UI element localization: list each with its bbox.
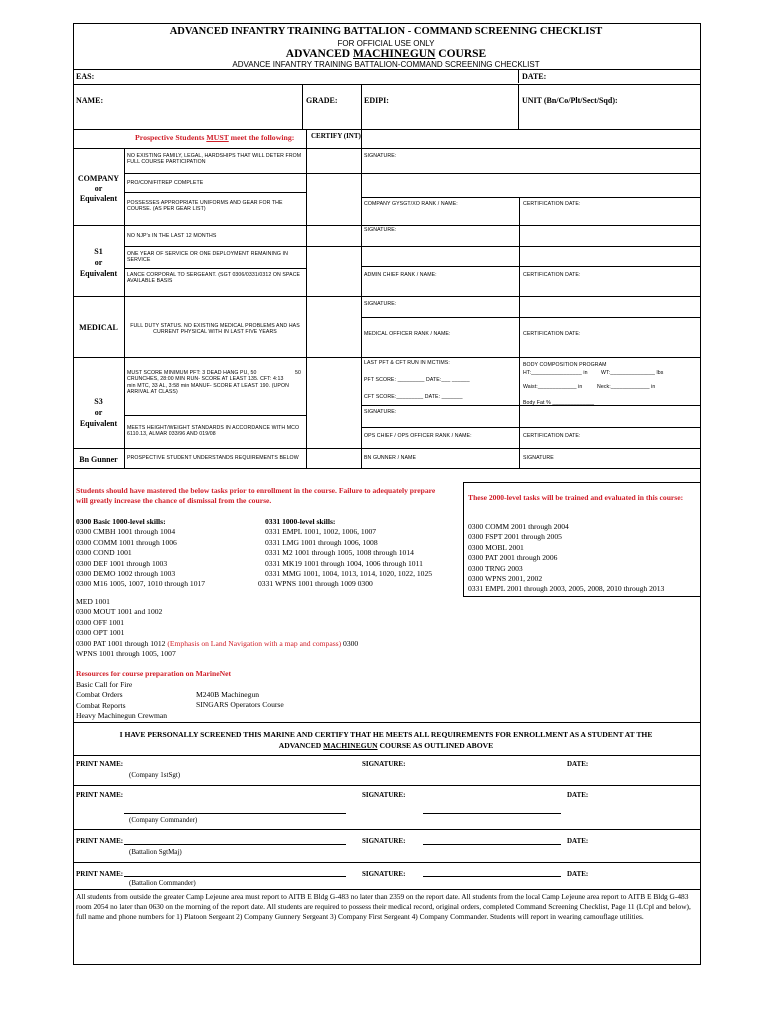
level2000-list: 0300 COMM 2001 through 2004 0300 FSPT 2001 through 2005 0300 MOBL 2001 0300 PAT 2001 through 2006 0300 TRNG 2003 0300 WPNS 2001, 2002 0331 EMPL 2001 through 2003, 2005, 2008, 2010 through 2013 [468, 522, 665, 594]
divider [518, 84, 519, 129]
medical-signature[interactable]: SIGNATURE: [364, 301, 397, 307]
divider [73, 889, 700, 890]
resources-heading: Resources for course preparation on MarineNet [76, 669, 232, 678]
divider [463, 482, 464, 596]
divider [463, 596, 700, 597]
s3-section-label: S3 or Equivalent [79, 397, 118, 428]
divider [73, 357, 700, 358]
signoff-1stsgt-date[interactable]: DATE: [567, 760, 589, 768]
divider [302, 84, 303, 129]
gunner-req: PROSPECTIVE STUDENT UNDERSTANDS REQUIREMENTS BELOW [127, 455, 299, 461]
company-req-procon: PRO/CON/FITREP COMPLETE [127, 180, 204, 186]
name-field[interactable]: NAME: [76, 96, 104, 105]
course-title: ADVANCED MACHINEGUN COURSE [285, 48, 487, 60]
signoff-bnco-role: (Battalion Commander) [129, 879, 196, 887]
divider [306, 129, 307, 468]
signature-line [423, 876, 561, 877]
divider [518, 69, 519, 83]
signoff-co-date[interactable]: DATE: [567, 791, 589, 799]
s3-signature[interactable]: SIGNATURE: [364, 409, 397, 415]
divider [73, 225, 700, 226]
s1-signature[interactable]: SIGNATURE: [364, 227, 397, 233]
divider [124, 173, 700, 174]
divider [73, 755, 700, 756]
divider [73, 862, 700, 863]
divider [361, 266, 700, 267]
divider [361, 197, 700, 198]
height-field[interactable]: HT:_________________ in [523, 370, 588, 376]
signoff-bnco-date[interactable]: DATE: [567, 870, 589, 878]
resources-list-right: M240B Machinegun SINGARS Operators Course [196, 690, 284, 710]
level2000-heading: These 2000-level tasks will be trained and evaluated in this course: [468, 493, 684, 502]
divider [124, 268, 306, 269]
medical-rank-name[interactable]: MEDICAL OFFICER RANK / NAME: [364, 331, 451, 337]
bcp-label: BODY COMPOSITION PROGRAM [523, 362, 607, 368]
divider [73, 84, 700, 85]
signoff-co-role: (Company Commander) [129, 816, 198, 824]
divider [73, 785, 700, 786]
bodyfat-field[interactable]: Body Fat % ______________ [523, 400, 595, 406]
form-subtitle: ADVANCE INFANTRY TRAINING BATTALION-COMMAND SCREENING CHECKLIST [232, 60, 540, 69]
divider [73, 129, 700, 130]
neck-field[interactable]: Neck:_____________ in [597, 384, 656, 390]
signoff-1stsgt-role: (Company 1stSgt) [129, 771, 181, 779]
gunner-section-label: Bn Gunner [79, 455, 118, 464]
signature-line [124, 813, 346, 814]
divider [361, 427, 700, 428]
company-signature[interactable]: SIGNATURE: [364, 153, 397, 159]
mg-skills-list: 0331 1000-level skills: 0331 EMPL 1001, 1002, 1006, 1007 0331 LMG 1001 through 1006, 1008 0331 M2 1001 through 1005, 1008 through 1014 0331 MK19 1001 through 1004, 1006 through 1011 0331 MMG 1001, 1004, 1013, 1014, 1020, 1022, 1025 0331 WPNS 1001 through 1009 0300 [258, 517, 433, 589]
s3-cert-date[interactable]: CERTIFICATION DATE: [523, 433, 581, 439]
s1-cert-date[interactable]: CERTIFICATION DATE: [523, 272, 581, 278]
s1-req-service: ONE YEAR OF SERVICE OR ONE DEPLOYMENT REMAINING IN SERVICE [127, 251, 288, 264]
divider [124, 192, 306, 193]
form-title: ADVANCED INFANTRY TRAINING BATTALION - COMMAND SCREENING CHECKLIST [169, 26, 603, 37]
date-field[interactable]: DATE: [522, 72, 547, 81]
s1-section-label: S1 or Equivalent [79, 247, 118, 278]
s3-rank-name[interactable]: OPS CHIEF / OPS OFFICER RANK / NAME: [364, 433, 472, 439]
eas-field[interactable]: EAS: [76, 72, 95, 81]
signature-line [423, 844, 561, 845]
weight-field[interactable]: WT:_______________ lbs [601, 370, 664, 376]
fouo-label: FOR OFFICIAL USE ONLY [337, 39, 435, 48]
signoff-1stsgt-signature[interactable]: SIGNATURE: [362, 760, 406, 768]
other-skills-list: MED 1001 0300 MOUT 1001 and 1002 0300 OFF 1001 0300 OPT 1001 0300 PAT 1001 through 1012 (Emphasis on Land Navigation with a map and compass) 0300 WPNS 1001 through 1005, 1007 [76, 597, 359, 659]
company-req-uniforms: POSSESSES APPROPRIATE UNIFORMS AND GEAR FOR THE COURSE. (AS PER GEAR LIST) [127, 200, 283, 213]
signoff-bnco-print[interactable]: PRINT NAME: [76, 870, 124, 878]
divider [463, 482, 700, 483]
divider [124, 246, 700, 247]
signoff-co-print[interactable]: PRINT NAME: [76, 791, 124, 799]
company-section-label: COMPANY or Equivalent [77, 174, 120, 203]
basic-skills-list: 0300 Basic 1000-level skills: 0300 CMBH 1001 through 1004 0300 COMM 1001 through 1006 0300 COND 1001 0300 DEF 1001 through 1003 0300 DEMO 1002 through 1003 0300 M16 1005, 1007, 1010 through 1017 [76, 517, 206, 589]
gunner-signature[interactable]: SIGNATURE [523, 455, 554, 461]
s1-req-njp: NO NJP's IN THE LAST 12 MONTHS [127, 233, 217, 239]
s3-req-pft: MUST SCORE MINIMUM PFT: 3 DEAD HANG PU, 50 CRUNCHES, 28:00 MIN RUN- SCORE AT LEAST 135. CFT: 4:13 min MTC, 33 AL, 3:58 min MANUF- SCORE AT LEAST 190. (UPON ARRIVAL AT CLASS) [127, 370, 289, 396]
resources-list-left: Basic Call for Fire Combat Orders Combat Reports Heavy Machinegun Crewman [76, 680, 168, 721]
signoff-sgtmaj-print[interactable]: PRINT NAME: [76, 837, 124, 845]
signoff-sgtmaj-role: (Battalion SgtMaj) [129, 848, 182, 856]
divider [73, 468, 700, 469]
grade-field[interactable]: GRADE: [306, 96, 338, 105]
s3-req-height-weight: MEETS HEIGHT/WEIGHT STANDARDS IN ACCORDANCE WITH MCO 6110.13, ALMAR 033/96 AND 019/08 [127, 425, 300, 438]
signature-line [124, 876, 346, 877]
edipi-field[interactable]: EDIPI: [364, 96, 389, 105]
signoff-sgtmaj-date[interactable]: DATE: [567, 837, 589, 845]
signature-line [124, 844, 346, 845]
company-req-family: NO EXISTING FAMILY, LEGAL, HARDSHIPS THAT WILL DETER FROM FULL COURSE PARTICIPATION [127, 153, 302, 166]
medical-cert-date[interactable]: CERTIFICATION DATE: [523, 331, 581, 337]
divider [361, 84, 362, 129]
company-cert-date[interactable]: CERTIFICATION DATE: [523, 201, 581, 207]
cft-score-field[interactable]: CFT SCORE:_________ DATE: _______ [364, 394, 463, 400]
mastered-warning: Students should have mastered the below tasks prior to enrollment in the course. Failure to adequately prepare will greatly increase the chance of dismissal from the course. [76, 486, 436, 505]
gunner-rank-name[interactable]: BN GUNNER / NAME [364, 455, 417, 461]
company-rank-name[interactable]: COMPANY GYSGT/XO RANK / NAME: [364, 201, 458, 207]
divider [73, 69, 700, 70]
s3-req-pft-crunches: 50 [295, 370, 301, 376]
signoff-sgtmaj-signature[interactable]: SIGNATURE: [362, 837, 406, 845]
divider [361, 129, 362, 468]
divider [73, 448, 700, 449]
s1-req-rank: LANCE CORPORAL TO SERGEANT. (SGT 0306/0331/0312 ON SPACE AVAILABLE BASIS [127, 272, 301, 285]
signoff-co-signature[interactable]: SIGNATURE: [362, 791, 406, 799]
certify-statement: I HAVE PERSONALLY SCREENED THIS MARINE AND CERTIFY THAT HE MEETS ALL REQUIREMENTS FOR ENROLLMENT AS A STUDENT AT THE ADVANCED MACHINEGUN COURSE AS OUTLINED ABOVE [119, 730, 653, 750]
certify-header: CERTIFY (INT) [311, 132, 361, 140]
waist-field[interactable]: Waist:_____________ in [523, 384, 583, 390]
signoff-1stsgt-print[interactable]: PRINT NAME: [76, 760, 124, 768]
reporting-instructions: All students from outside the greater Camp Lejeune area must report to AITB E Bldg G-483 no later than 2359 on the report date. All students from the local Camp Lejeune area report to AITB E Bldg G-483 room 2054 no later than 0630 on the morning of the report date. All students are required to possess their medical record, original orders, completed Command Screening Checklist, Page 11 (LCpl and below), full name and phone numbers for 1) Platoon Sergeant 2) Company Gunnery Sergeant 3) Company First Sergeant 4) Company Commander. Students will report in wearing camouflage utilities. [76, 892, 691, 921]
prereq-heading: Prospective Students MUST meet the following: [135, 133, 295, 142]
divider [361, 317, 700, 318]
divider [73, 296, 700, 297]
medical-section-label: MEDICAL [79, 323, 118, 332]
pft-score-field[interactable]: PFT SCORE: _________ DATE:___ ______ [364, 377, 470, 383]
signature-line [423, 813, 561, 814]
divider [73, 148, 700, 149]
divider [124, 415, 306, 416]
unit-field[interactable]: UNIT (Bn/Co/Plt/Sect/Sqd): [522, 96, 618, 105]
last-pft-cft-label: LAST PFT & CFT RUN IN MCTIMS: [364, 360, 450, 366]
s1-rank-name[interactable]: ADMIN CHIEF RANK / NAME: [364, 272, 437, 278]
divider [73, 829, 700, 830]
divider [124, 148, 125, 468]
medical-req-duty: FULL DUTY STATUS. NO EXISTING MEDICAL PROBLEMS AND HAS CURRENT PHYSICAL WITH IN LAST FIVE YEARS [130, 323, 300, 336]
signoff-bnco-signature[interactable]: SIGNATURE: [362, 870, 406, 878]
divider [73, 722, 700, 723]
